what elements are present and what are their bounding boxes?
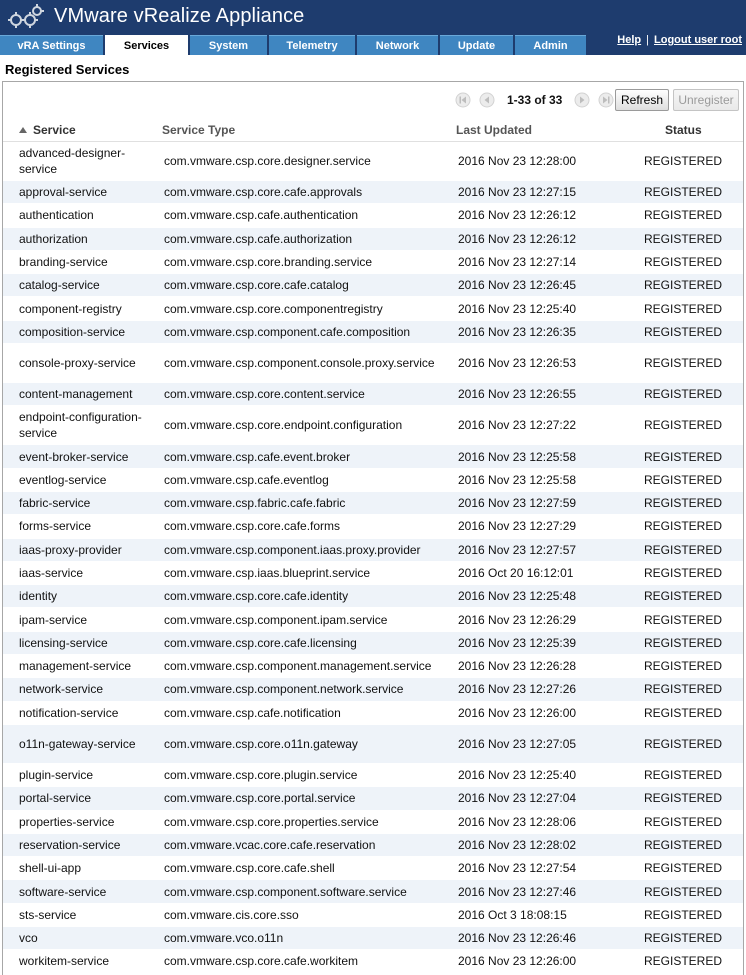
help-link[interactable]: Help — [617, 34, 642, 46]
last-updated-cell: 2016 Nov 23 12:26:12 — [458, 208, 577, 223]
status-cell: REGISTERED — [644, 736, 723, 751]
status-cell: REGISTERED — [644, 255, 723, 270]
status-cell: REGISTERED — [644, 519, 723, 534]
last-updated-cell: 2016 Nov 23 12:25:40 — [458, 768, 577, 783]
status-cell: REGISTERED — [644, 154, 723, 168]
service-type-cell: com.vmware.csp.component.iaas.proxy.provider — [164, 542, 421, 557]
last-updated-cell: 2016 Nov 23 12:27:57 — [458, 542, 577, 557]
table-row[interactable] — [3, 632, 743, 655]
table-row[interactable] — [3, 787, 743, 810]
table-row[interactable] — [3, 811, 743, 834]
service-type-cell: com.vmware.csp.component.software.service — [164, 884, 407, 899]
column-header-service-type[interactable]: Service Type — [162, 123, 236, 137]
link-separator: | — [646, 34, 649, 46]
service-type-cell: com.vmware.csp.iaas.blueprint.service — [164, 566, 371, 580]
status-cell: REGISTERED — [644, 208, 723, 223]
service-type-cell: com.vmware.csp.core.cafe.catalog — [164, 278, 349, 293]
page-title: Registered Services — [5, 62, 130, 77]
last-updated-cell: 2016 Nov 23 12:25:39 — [458, 635, 577, 650]
unregister-button[interactable]: Unregister — [673, 89, 739, 111]
service-cell: endpoint-configuration-service — [19, 410, 142, 441]
last-updated-cell: 2016 Nov 23 12:28:02 — [458, 837, 577, 852]
status-cell: REGISTERED — [644, 682, 723, 697]
status-cell: REGISTERED — [644, 907, 723, 922]
table-row[interactable] — [3, 764, 743, 787]
service-type-cell: com.vmware.csp.fabric.cafe.fabric — [164, 496, 346, 511]
status-cell: REGISTERED — [644, 768, 723, 783]
status-cell: REGISTERED — [644, 301, 723, 316]
status-cell: REGISTERED — [644, 496, 723, 511]
logout-link[interactable]: Logout user root — [654, 34, 742, 46]
service-cell: event-broker-service — [19, 449, 129, 464]
service-cell: shell-ui-app — [19, 861, 82, 876]
service-cell: fabric-service — [19, 496, 91, 511]
service-type-cell: com.vmware.csp.core.designer.service — [164, 154, 371, 168]
last-updated-cell: 2016 Nov 23 12:26:45 — [458, 278, 577, 293]
column-header-last-updated[interactable]: Last Updated — [456, 123, 533, 137]
table-row[interactable] — [3, 950, 743, 973]
previous-page-icon[interactable] — [479, 92, 495, 108]
tab-update[interactable]: Update — [440, 35, 513, 55]
service-cell: vco — [19, 931, 38, 946]
service-cell: component-registry — [19, 301, 122, 316]
last-updated-cell: 2016 Nov 23 12:27:29 — [458, 519, 577, 534]
table-row[interactable] — [3, 678, 743, 701]
service-type-cell: com.vmware.csp.core.endpoint.configuration — [164, 418, 403, 433]
tab-telemetry[interactable]: Telemetry — [269, 35, 355, 55]
table-row[interactable] — [3, 383, 743, 406]
status-cell: REGISTERED — [644, 837, 723, 852]
last-updated-cell: 2016 Nov 23 12:26:00 — [458, 705, 577, 720]
service-type-cell: com.vmware.vco.o11n — [164, 931, 284, 946]
table-row[interactable] — [3, 608, 743, 631]
table-row[interactable] — [3, 562, 743, 585]
service-cell: o11n-gateway-service — [19, 736, 136, 751]
service-cell: identity — [19, 589, 58, 604]
last-updated-cell: 2016 Nov 23 12:25:40 — [458, 301, 577, 316]
table-row[interactable] — [3, 274, 743, 297]
service-cell: authentication — [19, 208, 94, 223]
table-row[interactable] — [3, 344, 743, 383]
last-updated-cell: 2016 Oct 3 18:08:15 — [458, 907, 567, 922]
table-row[interactable] — [3, 469, 743, 492]
services-panel — [2, 81, 744, 975]
status-cell: REGISTERED — [644, 635, 723, 650]
service-type-cell: com.vmware.csp.component.network.service — [164, 682, 404, 697]
last-updated-cell: 2016 Nov 23 12:27:04 — [458, 791, 577, 806]
status-cell: REGISTERED — [644, 566, 723, 580]
table-row[interactable] — [3, 297, 743, 320]
table-row[interactable] — [3, 725, 743, 764]
status-cell: REGISTERED — [644, 814, 723, 829]
service-cell: ipam-service — [19, 612, 88, 627]
service-cell: composition-service — [19, 324, 126, 339]
column-label-service: Service — [33, 123, 76, 137]
last-updated-cell: 2016 Nov 23 12:26:12 — [458, 231, 577, 246]
last-updated-cell: 2016 Nov 23 12:27:05 — [458, 736, 577, 751]
service-type-cell: com.vmware.csp.core.cafe.identity — [164, 589, 349, 604]
service-type-cell: com.vmware.csp.component.management.service — [164, 659, 432, 674]
service-cell: content-management — [19, 387, 133, 402]
service-type-cell: com.vmware.csp.core.properties.service — [164, 814, 379, 829]
pager — [451, 89, 618, 111]
table-row[interactable] — [3, 585, 743, 608]
service-cell: iaas-service — [19, 566, 84, 580]
service-cell: network-service — [19, 682, 104, 697]
service-cell: properties-service — [19, 814, 115, 829]
header-links — [617, 34, 742, 46]
last-updated-cell: 2016 Nov 23 12:28:00 — [458, 154, 577, 168]
status-cell: REGISTERED — [644, 659, 723, 674]
status-cell: REGISTERED — [644, 356, 723, 371]
service-type-cell: com.vmware.csp.core.cafe.licensing — [164, 635, 357, 650]
status-cell: REGISTERED — [644, 418, 723, 433]
last-updated-cell: 2016 Nov 23 12:27:15 — [458, 185, 577, 200]
service-type-cell: com.vmware.csp.component.console.proxy.service — [164, 356, 435, 371]
service-cell: management-service — [19, 659, 132, 674]
service-cell: iaas-proxy-provider — [19, 542, 122, 557]
table-row[interactable] — [3, 492, 743, 515]
service-type-cell: com.vmware.csp.cafe.eventlog — [164, 472, 329, 487]
table-row[interactable] — [3, 251, 743, 274]
status-cell: REGISTERED — [644, 589, 723, 604]
status-cell: REGISTERED — [644, 278, 723, 293]
next-page-icon[interactable] — [574, 92, 590, 108]
column-header-service[interactable] — [19, 123, 76, 137]
first-page-icon[interactable] — [455, 92, 471, 108]
last-updated-cell: 2016 Nov 23 12:26:35 — [458, 324, 577, 339]
status-cell: REGISTERED — [644, 931, 723, 946]
service-cell: sts-service — [19, 907, 77, 922]
status-cell: REGISTERED — [644, 231, 723, 246]
last-updated-cell: 2016 Nov 23 12:26:00 — [458, 954, 577, 969]
service-type-cell: com.vmware.csp.component.cafe.composition — [164, 324, 411, 339]
status-cell: REGISTERED — [644, 954, 723, 969]
last-updated-cell: 2016 Nov 23 12:26:53 — [458, 356, 577, 371]
table-row[interactable] — [3, 880, 743, 903]
service-type-cell: com.vmware.csp.cafe.notification — [164, 705, 341, 720]
service-type-cell: com.vmware.csp.cafe.event.broker — [164, 449, 351, 464]
last-updated-cell: 2016 Nov 23 12:26:46 — [458, 931, 577, 946]
last-updated-cell: 2016 Oct 20 16:12:01 — [458, 566, 574, 580]
last-updated-cell: 2016 Nov 23 12:25:58 — [458, 449, 577, 464]
table-row[interactable] — [3, 857, 743, 880]
table-row[interactable] — [3, 515, 743, 538]
service-type-cell: com.vmware.csp.cafe.authorization — [164, 231, 353, 246]
table-row[interactable] — [3, 904, 743, 927]
tab-network[interactable]: Network — [357, 35, 438, 55]
service-cell: portal-service — [19, 791, 92, 806]
status-cell: REGISTERED — [644, 449, 723, 464]
last-updated-cell: 2016 Nov 23 12:25:48 — [458, 589, 577, 604]
table-row[interactable] — [3, 927, 743, 950]
tab-services[interactable]: Services — [105, 35, 188, 56]
service-type-cell: com.vmware.csp.cafe.authentication — [164, 208, 359, 223]
table-row[interactable] — [3, 204, 743, 227]
table-row[interactable] — [3, 539, 743, 562]
service-cell: approval-service — [19, 185, 108, 200]
last-updated-cell: 2016 Nov 23 12:26:29 — [458, 612, 577, 627]
service-type-cell: com.vmware.csp.core.portal.service — [164, 791, 356, 806]
last-updated-cell: 2016 Nov 23 12:27:54 — [458, 861, 577, 876]
service-cell: licensing-service — [19, 635, 108, 650]
last-page-icon[interactable] — [598, 92, 614, 108]
service-cell: workitem-service — [19, 954, 110, 969]
table-row[interactable] — [3, 834, 743, 857]
status-cell: REGISTERED — [644, 884, 723, 899]
last-updated-cell: 2016 Nov 23 12:27:22 — [458, 418, 577, 433]
refresh-button[interactable]: Refresh — [615, 89, 669, 111]
status-cell: REGISTERED — [644, 387, 723, 402]
service-cell: reservation-service — [19, 837, 121, 852]
last-updated-cell: 2016 Nov 23 12:25:58 — [458, 472, 577, 487]
gears-icon — [6, 3, 46, 31]
service-cell: console-proxy-service — [19, 356, 136, 371]
status-cell: REGISTERED — [644, 324, 723, 339]
service-type-cell: com.vmware.csp.component.ipam.service — [164, 612, 388, 627]
app-header — [0, 0, 746, 55]
service-cell: eventlog-service — [19, 472, 107, 487]
service-type-cell: com.vmware.csp.core.branding.service — [164, 255, 373, 270]
service-type-cell: com.vmware.csp.core.cafe.workitem — [164, 954, 359, 969]
services-table-body — [3, 142, 743, 974]
service-cell: branding-service — [19, 255, 108, 270]
last-updated-cell: 2016 Nov 23 12:28:06 — [458, 814, 577, 829]
app-title: VMware vRealize Appliance — [54, 5, 305, 27]
service-cell: software-service — [19, 884, 107, 899]
table-row[interactable] — [3, 445, 743, 468]
pager-count: 1-33 of 33 — [507, 93, 563, 107]
status-cell: REGISTERED — [644, 542, 723, 557]
service-type-cell: com.vmware.vcac.core.cafe.reservation — [164, 837, 376, 852]
last-updated-cell: 2016 Nov 23 12:27:46 — [458, 884, 577, 899]
last-updated-cell: 2016 Nov 23 12:26:28 — [458, 659, 577, 674]
service-cell: forms-service — [19, 519, 92, 534]
sort-ascending-icon — [19, 127, 27, 133]
column-header-status[interactable]: Status — [665, 123, 702, 137]
service-type-cell: com.vmware.csp.core.cafe.approvals — [164, 185, 363, 200]
service-type-cell: com.vmware.csp.core.cafe.forms — [164, 519, 341, 534]
status-cell: REGISTERED — [644, 705, 723, 720]
service-type-cell: com.vmware.csp.core.content.service — [164, 387, 365, 402]
table-row[interactable] — [3, 406, 743, 445]
service-cell: plugin-service — [19, 768, 94, 783]
status-cell: REGISTERED — [644, 861, 723, 876]
status-cell: REGISTERED — [644, 472, 723, 487]
service-type-cell: com.vmware.csp.core.cafe.shell — [164, 861, 335, 876]
table-row[interactable] — [3, 655, 743, 678]
service-cell: catalog-service — [19, 278, 100, 293]
status-cell: REGISTERED — [644, 185, 723, 200]
tab-admin[interactable]: Admin — [515, 35, 586, 55]
last-updated-cell: 2016 Nov 23 12:26:55 — [458, 387, 577, 402]
table-row[interactable] — [3, 228, 743, 251]
status-cell: REGISTERED — [644, 612, 723, 627]
service-type-cell: com.vmware.cis.core.sso — [164, 907, 299, 922]
service-type-cell: com.vmware.csp.core.plugin.service — [164, 768, 358, 783]
service-cell: advanced-designer-service — [19, 146, 126, 176]
service-cell: authorization — [19, 231, 88, 246]
service-type-cell: com.vmware.csp.core.componentregistry — [164, 301, 383, 316]
table-header — [3, 120, 743, 142]
tab-vra-settings[interactable]: vRA Settings — [0, 35, 103, 55]
main-tabs — [0, 35, 588, 55]
last-updated-cell: 2016 Nov 23 12:27:59 — [458, 496, 577, 511]
table-row[interactable] — [3, 702, 743, 725]
service-cell: notification-service — [19, 705, 119, 720]
service-type-cell: com.vmware.csp.core.o11n.gateway — [164, 736, 358, 751]
table-row[interactable] — [3, 142, 743, 181]
table-row[interactable] — [3, 321, 743, 344]
table-row[interactable] — [3, 181, 743, 204]
tab-system[interactable]: System — [190, 35, 267, 55]
status-cell: REGISTERED — [644, 791, 723, 806]
last-updated-cell: 2016 Nov 23 12:27:14 — [458, 255, 577, 270]
last-updated-cell: 2016 Nov 23 12:27:26 — [458, 682, 577, 697]
